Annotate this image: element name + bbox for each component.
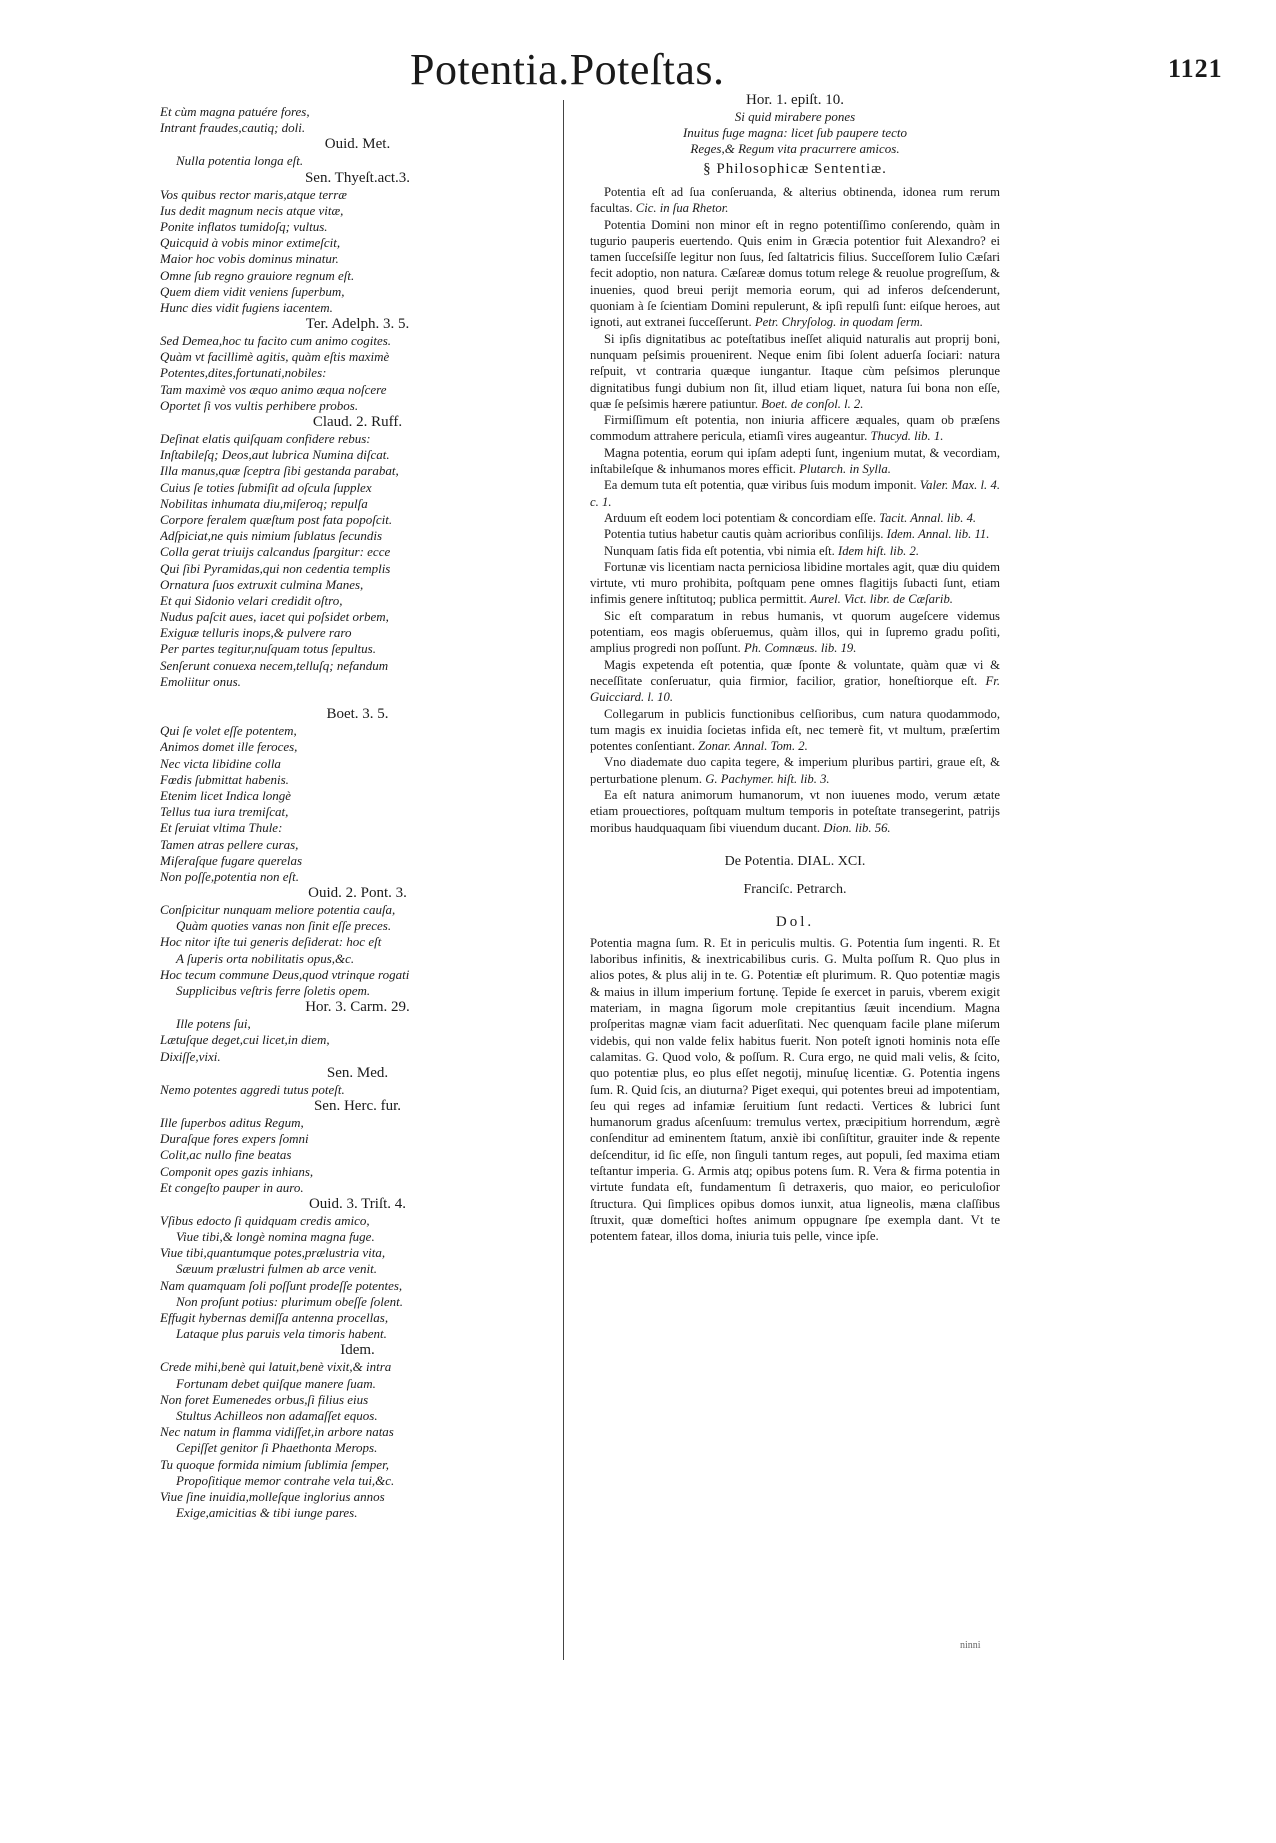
verse-line: Fœdis ſubmittat habenis. xyxy=(160,771,289,787)
verse-line: Nec victa libidine colla xyxy=(160,755,281,771)
dialog-author: Franciſc. Petrarch. xyxy=(743,881,847,897)
sententia-paragraph xyxy=(590,787,1000,836)
source-heading: Sen. Med. xyxy=(326,1064,389,1081)
verse-line: Si quid mirabere pones xyxy=(734,109,856,124)
sententia-text: Collegarum in publicis functionibus celſioribus, cum natura quodammodo, tum magis ex inuidia ſocietas infida eſt, nec temerè fit, vt multum, præſertim potentes conſentiant. xyxy=(590,706,1000,754)
sententia-text: Potentia eſt ad ſua conſeruanda, & alterius obtinenda, idonea rum rerum facultas. xyxy=(590,185,1000,216)
verse-line: Viue tibi,quantumque potes,prælustria vita, xyxy=(160,1245,386,1261)
verse-line: Ornatura ſuos extruxit culmina Manes, xyxy=(160,576,364,592)
verse-line: Quàm vt facillimè agitis, quàm eſtis maximè xyxy=(160,349,390,365)
sententia-text: Arduum eſt eodem loci potentiam & concordiam eſſe. xyxy=(604,510,880,525)
page-title: Potentia.Poteſtas. xyxy=(410,45,725,94)
verse-line: Exiguæ telluris inops,& pulvere raro xyxy=(160,625,352,641)
sententia-text: Ea eſt natura animorum humanorum, vt non iuuenes modo, verum ætate etiam prouectiores, poſtquam multum temporis in poteſtate transegerint, patrijs moribus haudquaquam ſibi viuendum ducant. xyxy=(590,787,1000,835)
verse-line: Lætuſque deget,cui licet,in diem, xyxy=(160,1032,330,1048)
sententia-text: Sic eſt comparatum in rebus humanis, vt quorum augeſcere videmus potentiam, eos magis obſeruemus, quàm illos, qui in ſupremo gradu poſiti, amplius progredi non poſſunt. xyxy=(590,608,1000,656)
citation: Idem. Annal. lib. 11. xyxy=(886,527,990,542)
source-heading: Ouid. 2. Pont. 3. xyxy=(308,885,407,902)
source-heading: Ouid. 3. Triſt. 4. xyxy=(308,1195,407,1212)
verse-line: Vſibus edocto ſi quidquam credis amico, xyxy=(160,1212,370,1228)
verse-line: Hunc dies vidit fugiens iacentem. xyxy=(160,299,333,315)
verse-line: Componit opes gazis inhians, xyxy=(160,1163,314,1179)
left-column xyxy=(160,104,555,1521)
source-heading: Claud. 2. Ruff. xyxy=(312,414,403,430)
verse-line: Qui ſibi Pyramidas,qui non cedentia templis xyxy=(160,560,391,576)
verse-line: Nec natum in flamma vidiſſet,in arbore natas xyxy=(160,1424,394,1440)
verse-line: Illa manus,quæ ſceptra ſibi gestanda parabat, xyxy=(160,463,399,479)
verse-line: Nulla potentia longa eſt. xyxy=(176,153,304,169)
verse-line: Nemo potentes aggredi tutus poteſt. xyxy=(160,1081,345,1097)
verse-source: Hor. 1. epiſt. 10. xyxy=(746,92,844,108)
verse-line: Oportet ſi vos vultis perhibere probos. xyxy=(160,397,359,413)
verse-line: Et cùm magna patuére fores, xyxy=(160,104,310,119)
verse-line: Potentes,dites,fortunati,nobiles: xyxy=(160,365,327,381)
verse-line: Crede mihi,benè qui latuit,benè vixit,& intra xyxy=(160,1359,392,1375)
verse-line: Qui ſe volet eſſe potentem, xyxy=(160,723,297,739)
right-column xyxy=(590,92,1000,1245)
sententia-text: Fortunæ vis licentiam nacta perniciosa libidine mortales agit, quæ diu quidem virtute, vti muro prohibita, poſtquam pene omnes flagitijs ſubacti ſunt, etiam infimis genere inſtitutoq; publica permittit. xyxy=(590,559,1000,607)
citation: G. Pachymer. hiſt. lib. 3. xyxy=(705,771,830,786)
verse-line: Conſpicitur nunquam meliore potentia cauſa, xyxy=(160,902,396,918)
source-heading: Sen. Thyeſt.act.3. xyxy=(304,169,411,186)
verse-line: Nobilitas inhumata diu,miſeroq; repulſa xyxy=(160,495,368,511)
sententia-text: Ea demum tuta eſt potentia, quæ viribus ſuis modum imponit. xyxy=(604,478,920,493)
source-heading: Ouid. Met. xyxy=(324,136,391,153)
sententia-paragraph xyxy=(590,445,1000,478)
dialog-title: De Potentia. DIAL. XCI. xyxy=(724,853,866,869)
source-heading: Hor. 3. Carm. 29. xyxy=(305,999,410,1016)
verse-line: A ſuperis orta nobilitatis opus,&c. xyxy=(176,950,355,966)
sententia-text: Magis expetenda eſt potentia, quæ ſponte & voluntate, quàm quæ vi & neceſſitate conſeruatur, quia firmior, facilior, gratior, honeſtiorque eſt. xyxy=(590,657,1000,688)
verse-line: Cuius ſe toties ſubmiſit ad oſcula ſupplex xyxy=(160,479,372,495)
verse-line: Fortunam debet quiſque manere ſuam. xyxy=(176,1375,376,1391)
sententia-paragraph xyxy=(590,543,1000,559)
section-heading: § Philosophicæ Sententiæ. xyxy=(703,161,887,177)
verse-line: Reges,& Regum vita pracurrere amicos. xyxy=(690,141,900,156)
verse-line: Nam quamquam ſoli poſſunt prodeſſe potentes, xyxy=(160,1277,403,1293)
verse-line: Et congeſto pauper in auro. xyxy=(160,1179,304,1195)
citation: Fr. Guicciard. l. 10. xyxy=(590,673,1000,705)
verse-line: Dixiſſe,vixi. xyxy=(160,1048,221,1064)
source-heading: Boet. 3. 5. xyxy=(326,706,389,723)
verse-line: Lataque plus paruis vela timoris habent. xyxy=(176,1326,387,1342)
sententia-text: Vno diademate duo capita tegere, & imperium pluribus partiri, graue eſt, & perturbatione plenum. xyxy=(590,755,1000,786)
citation: Zonar. Annal. Tom. 2. xyxy=(698,739,808,754)
verse-line: Cepiſſet genitor ſi Phaethonta Merops. xyxy=(176,1440,378,1456)
verse-line: Vos quibus rector maris,atque terræ xyxy=(160,186,347,202)
source-heading: Idem. xyxy=(340,1342,375,1359)
verse-line: Tam maximè vos æquo animo æqua noſcere xyxy=(160,381,387,397)
verse-line: Duraſque fores expers ſomni xyxy=(160,1131,309,1147)
verse-line: Sed Demea,hoc tu facito cum animo cogites. xyxy=(160,333,392,349)
verse-line: Et qui Sidonio velari credidit oſtro, xyxy=(160,592,343,608)
citation: Boet. de conſol. l. 2. xyxy=(761,396,864,411)
citation: Dion. lib. 56. xyxy=(823,820,891,835)
verse-line: Etenim licet Indica longè xyxy=(160,787,292,803)
sententia-paragraph xyxy=(590,657,1000,706)
verse-line: Intrant fraudes,cautiq; doli. xyxy=(160,120,306,136)
verse-line: Maior hoc vobis dominus minatur. xyxy=(160,251,339,267)
verse-line: Hoc tecum commune Deus,quod vtrinque rogati xyxy=(160,966,410,982)
citation: Aurel. Vict. libr. de Cæſarib. xyxy=(809,592,953,607)
verse-line: Exige,amicitias & tibi iunge pares. xyxy=(176,1505,358,1521)
sententia-paragraph xyxy=(590,184,1000,217)
sententia-text: Si ipſis dignitatibus ac poteſtatibus ineſſet aliquid naturalis aut proprij boni, nunquam peſsimis prouenirent. Neque enim ſibi ſolent aduerſa ſociari: natura reſpuit, vt contraria quæque iungantur. Itaque cùm peſsimos plerunque dignitatibus fungi dubium non ſit, illud etiam liquet, natura ſui bona non eſſe, quæ ſe peſsimis hærere patiuntur. xyxy=(590,331,1000,411)
verse-line: Viue ſine inuidia,molleſque inglorius annos xyxy=(160,1488,385,1504)
verse-line: Tamen atras pellere curas, xyxy=(160,836,299,852)
citation: Thucyd. lib. 1. xyxy=(870,429,944,444)
sententia-text: Potentia tutius habetur cautis quàm acrioribus conſilijs. xyxy=(604,527,887,542)
verse-line: Quem diem vidit veniens ſuperbum, xyxy=(160,283,345,299)
verse-line: Viue tibi,& longè nomina magna fuge. xyxy=(176,1229,375,1245)
sententia-paragraph xyxy=(590,477,1000,510)
verse-line: Tu quoque formida nimium ſublimia ſemper, xyxy=(160,1456,389,1472)
verse-line: Ius dedit magnum necis atque vitæ, xyxy=(160,202,344,218)
citation: Cic. in ſua Rhetor. xyxy=(635,201,729,216)
verse-line: Ponite inflatos tumidoſq; vultus. xyxy=(160,218,328,234)
verse-line: Hoc nitor iſte tui generis deſiderat: hoc eſt xyxy=(160,934,382,950)
citation: Petr. Chryſolog. in quodam ſerm. xyxy=(754,315,923,330)
verse-line: Quicquid à vobis minor extimeſcit, xyxy=(160,235,341,251)
verse-line: Corpore feralem quæſtum post fata popoſcit. xyxy=(160,511,393,527)
verse-line: Tellus tua iura tremiſcat, xyxy=(160,804,289,820)
citation: Ph. Comnæus. lib. 19. xyxy=(744,641,857,656)
sententia-paragraph xyxy=(590,331,1000,412)
footer-mark: ninni xyxy=(960,1640,981,1651)
verse-line: Inſtabileſq; Deos,aut lubrica Numina diſcat. xyxy=(160,447,390,463)
citation: Tacit. Annal. lib. 4. xyxy=(879,510,977,525)
sententia-paragraph xyxy=(590,217,1000,331)
sententia-text: Magna potentia, eorum qui ipſam adepti ſunt, ingenium mutat, & vecordiam, inſtabileſque & inhumanos mores efficit. xyxy=(590,445,1000,477)
verse-line: Et ſeruiat vltima Thule: xyxy=(160,820,283,836)
verse-line: Propoſitique memor contrahe vela tui,&c. xyxy=(176,1472,395,1488)
citation: Valer. Max. l. 4. c. 1. xyxy=(590,478,1000,509)
verse-line: Inuitus fuge magna: licet ſub paupere tecto xyxy=(682,125,908,140)
sententia-text: Nunquam ſatis fida eſt potentia, vbi nimia eſt. xyxy=(604,543,838,558)
dialog-text: Potentia magna ſum. R. Et in periculis multis. G. Potentia ſum ingenti. R. Et laboribus infinitis, & inextricabilibus curis. G. Multa poſſum R. Quo plus in alios potes, & plus alij in te. G. Potentiæ eſt plurimum. R. Quo potentiæ magis & maius in illum imperium fortunę. Tepide ſe exercet in paruis, vberem exigit materiam, in magna ſigorum mole crepitantius ſæuit incendium. Magna proſperitas magnæ viam facit aduerſitati. Nec quenquam facile plane miſerum videbis, qui non valde felix habitus fuerit. Non poteſt ignoti hominis nota eſſe calamitas. G. Quod volo, & poſſum. R. Cura ergo, ne quid mali velis, & ſcito, quo potentiæ plus, eo plus eſſet negotij, minuſuę licentiæ. G. Potentia ingens ſum. R. Quid ſcis, an diuturna? Piget exequi, qui potentes breui ad impotentiam, ſeu qui reges ad infamiæ ſeruitium ſunt redacti. Vertices & lubrici ſunt humanorum gradus aſcenſuum: tremulus vertex, præcipitium horrendum, ægrè conſenditur ad eminentem ſtatum, anxiè ibi conſiſtitur, grauiter inde & repente deſcenditur, id ſic eſſe, non ſinguli tantum reges, aut populi, ſed maxima etiam teſtantur imperia. G. Armis atq; opibus potens ſum. R. Vera & firma potentia in virtute fundata eſt, fundamentum ſi detraxeris, quo maior, eo periculoſior ſtructura. Qui ſimplices opibus domos iunxit, atua ligneolis, mæna claſſibus ſtruxit, quæ domeſtici hoſtes animum oppugnare ſpe exempla dant. Vt te potentem fatear, illos doma, iniuria tuis pelle, vince ipſe. xyxy=(590,935,1000,1244)
verse-line: Nudus paſcit aues, iacet qui poſsidet orbem, xyxy=(160,609,389,625)
sententia-paragraph xyxy=(590,526,1000,542)
sententia-paragraph xyxy=(590,559,1000,608)
verse-line: Ille potens ſui, xyxy=(176,1016,251,1032)
verse-line: Effugit hybernas demiſſa antenna procellas, xyxy=(160,1310,389,1325)
source-heading: Sen. Herc. fur. xyxy=(313,1097,402,1114)
verse-line: Adſpiciat,ne quis nimium ſublatus ſecundis xyxy=(160,528,383,544)
citation: Plutarch. in Sylla. xyxy=(799,462,891,477)
blank-line xyxy=(160,690,555,706)
verse-line: Senſerunt conuexa necem,telluſq; nefandum xyxy=(160,657,389,673)
dialog-speaker: Dol. xyxy=(775,913,815,930)
verse-line: Sæuum prælustri fulmen ab arce venit. xyxy=(176,1261,378,1277)
sententia-paragraph xyxy=(590,706,1000,755)
sententia-paragraph xyxy=(590,754,1000,787)
verse-line: Animos domet ille feroces, xyxy=(160,739,298,755)
sententia-text: Firmiſſimum eſt potentia, non iniuria afficere æquales, quam ob præſens commodum attrahere pericula, etiamſi vires augeantur. xyxy=(590,413,1000,444)
source-heading: Ter. Adelph. 3. 5. xyxy=(305,316,410,333)
verse-line: Non foret Eumenedes orbus,ſi filius eius xyxy=(160,1391,369,1407)
sententia-paragraph xyxy=(590,510,1000,526)
sententia-text: Potentia Domini non minor eſt in regno potentiſſimo conſerendo, quàm in tugurio pauperis euertendo. Quis enim in Græcia potentior fuit Alexandro? ei tamen ſucceſsiſſe legitur non ſuus, ſed ſaltatricis filius. Succeſſorem Iulio Cæſari fecit adoptio, non natura. Cæſareæ domus totum relege & reuolue progreſſum, & inuenies, quod breui perijt memoria eorum, qui ad inferos deſcenderunt, quoniam à ſe ſcientiam Domini repulerunt, & ipſi repulſi ſunt: eiſque heroes, aut ignoti, aut extranei ſucceſſerunt. xyxy=(590,217,1000,330)
citation: Idem hiſt. lib. 2. xyxy=(837,543,920,558)
verse-line: Emoliitur onus. xyxy=(160,673,241,689)
sententia-paragraph xyxy=(590,608,1000,657)
verse-line: Stultus Achilleos non adamaſſet equos. xyxy=(176,1407,378,1423)
verse-line: Quàm quoties vanas non ſinit eſſe preces. xyxy=(176,918,392,934)
verse-line: Colla gerat triuijs calcandus ſpargitur: ecce xyxy=(160,544,391,560)
verse-line: Per partes tegitur,nuſquam totus ſepultus. xyxy=(160,641,376,657)
verse-line: Ille ſuperbos aditus Regum, xyxy=(160,1114,304,1130)
column-divider xyxy=(563,100,564,1660)
verse-line: Supplicibus veſtris ferre ſoletis opem. xyxy=(176,983,371,998)
verse-line: Non proſunt potius: plurimum obeſſe ſolent. xyxy=(176,1293,404,1309)
verse-line: Omne ſub regno grauiore regnum eſt. xyxy=(160,267,355,283)
verse-line: Non poſſe,potentia non eſt. xyxy=(160,868,300,884)
sententia-paragraph xyxy=(590,412,1000,445)
verse-line: Colit,ac nullo fine beatas xyxy=(160,1147,292,1163)
page-number: 1121 xyxy=(1168,54,1223,83)
verse-line: Miſeraſque fugare querelas xyxy=(160,852,303,868)
sententiae-list xyxy=(590,184,1000,836)
verse-line: Deſinat elatis quiſquam confidere rebus: xyxy=(160,431,371,446)
